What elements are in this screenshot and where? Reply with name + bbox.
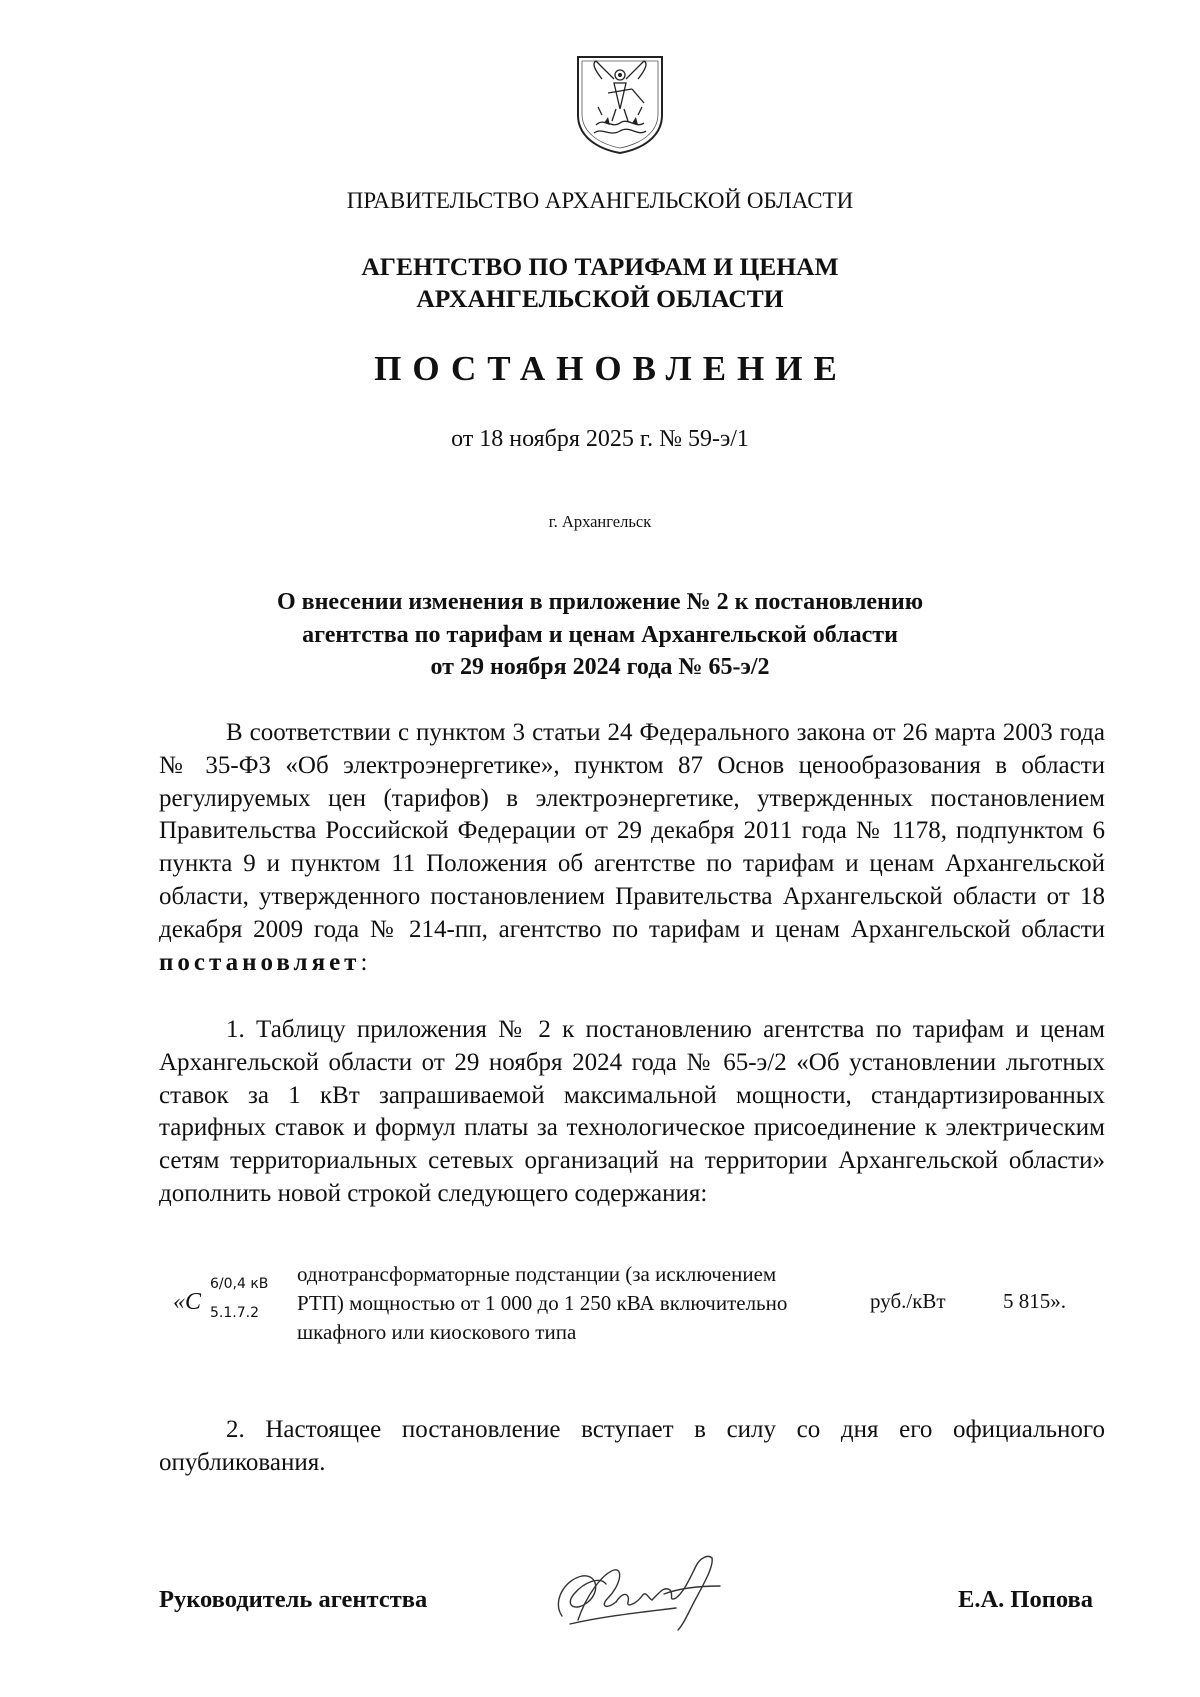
formula-open-quote: « [173, 1289, 185, 1315]
decree-colon: : [360, 948, 368, 976]
formula-symbol [185, 1276, 269, 1321]
document-type-title: ПОСТАНОВЛЕНИЕ [374, 349, 848, 388]
government-name: ПРАВИТЕЛЬСТВО АРХАНГЕЛЬСКОЙ ОБЛАСТИ [346, 188, 854, 213]
decree-word: постановляет [159, 948, 361, 976]
agency-name-line2: АРХАНГЕЛЬСКОЙ ОБЛАСТИ [416, 284, 784, 313]
item-2-paragraph [159, 1414, 1105, 1480]
preamble-text-block [159, 717, 1105, 979]
preamble-paragraph [159, 717, 1105, 979]
subject-line3: от 29 ноября 2024 года № 65-э/2 [430, 654, 770, 680]
document-city: г. Архангельск [548, 512, 652, 531]
agency-name [0, 251, 1200, 315]
preamble-text: В соответствии с пунктом 3 статьи 24 Федерального закона от 26 марта 2003 года № 35-ФЗ «Об электроэнергетике», пунктом 87 Основ ценообразования в области регулируемых цен (тарифов) в электроэнергетике, утвержденных постановлением Правительства Российской Федерации от 29 декабря 2011 года № 1178, подпунктом 6 пункта 9 и пунктом 11 Положения об агентстве по тарифам и ценам Архангельской области, утвержденного постановлением Правительства Архангельской области от 18 декабря 2009 года № 214-пп, агентство по тарифам и ценам Архангельской области [159, 719, 1105, 943]
tariff-row-description [297, 1260, 877, 1347]
subject-line1: О внесении изменения в приложение № 2 к постановлению [276, 589, 924, 615]
description-line1: однотрансформаторные подстанции (за исключением [297, 1262, 777, 1286]
signatory-name: Е.А. Попова [958, 1586, 1093, 1613]
document-date-number: от 18 ноября 2025 г. № 59-э/1 [451, 426, 749, 452]
item-1-paragraph [159, 1014, 1105, 1211]
coat-of-arms-icon [574, 53, 666, 155]
agency-name-line1: АГЕНТСТВО ПО ТАРИФАМ И ЦЕНАМ [361, 252, 839, 281]
tariff-row-unit: руб./кВт [870, 1289, 946, 1313]
document-subject [0, 586, 1200, 684]
tariff-formula [173, 1276, 269, 1321]
handwritten-signature-icon [544, 1546, 734, 1636]
tariff-row-value: 5 815». [1003, 1289, 1066, 1313]
item-1-text: 1. Таблицу приложения № 2 к постановлению агентства по тарифам и ценам Архангельской области от 29 ноября 2024 года № 65-э/2 «Об установлении льготных ставок за 1 кВт запрашиваемой максимальной мощности, стандартизированных тарифных ставок и формул платы за технологическое присоединение к электрическим сетям территориальных сетевых организаций на территории Архангельской области» дополнить новой строкой следующего содержания: [159, 1016, 1105, 1207]
formula-superscript: 6/0,4 кВ [210, 1276, 269, 1292]
formula-subscript: 5.1.7.2 [210, 1305, 259, 1321]
description-line3: шкафного или киоскового типа [297, 1320, 577, 1344]
description-line2: РТП) мощностью от 1 000 до 1 250 кВА включительно [297, 1291, 788, 1315]
signatory-title: Руководитель агентства [159, 1586, 428, 1613]
item-2-text: 2. Настоящее постановление вступает в силу со дня его официального опубликования. [159, 1416, 1105, 1476]
subject-line2: агентства по тарифам и ценам Архангельской области [302, 621, 898, 648]
formula-symbol-letter: C [185, 1289, 202, 1315]
